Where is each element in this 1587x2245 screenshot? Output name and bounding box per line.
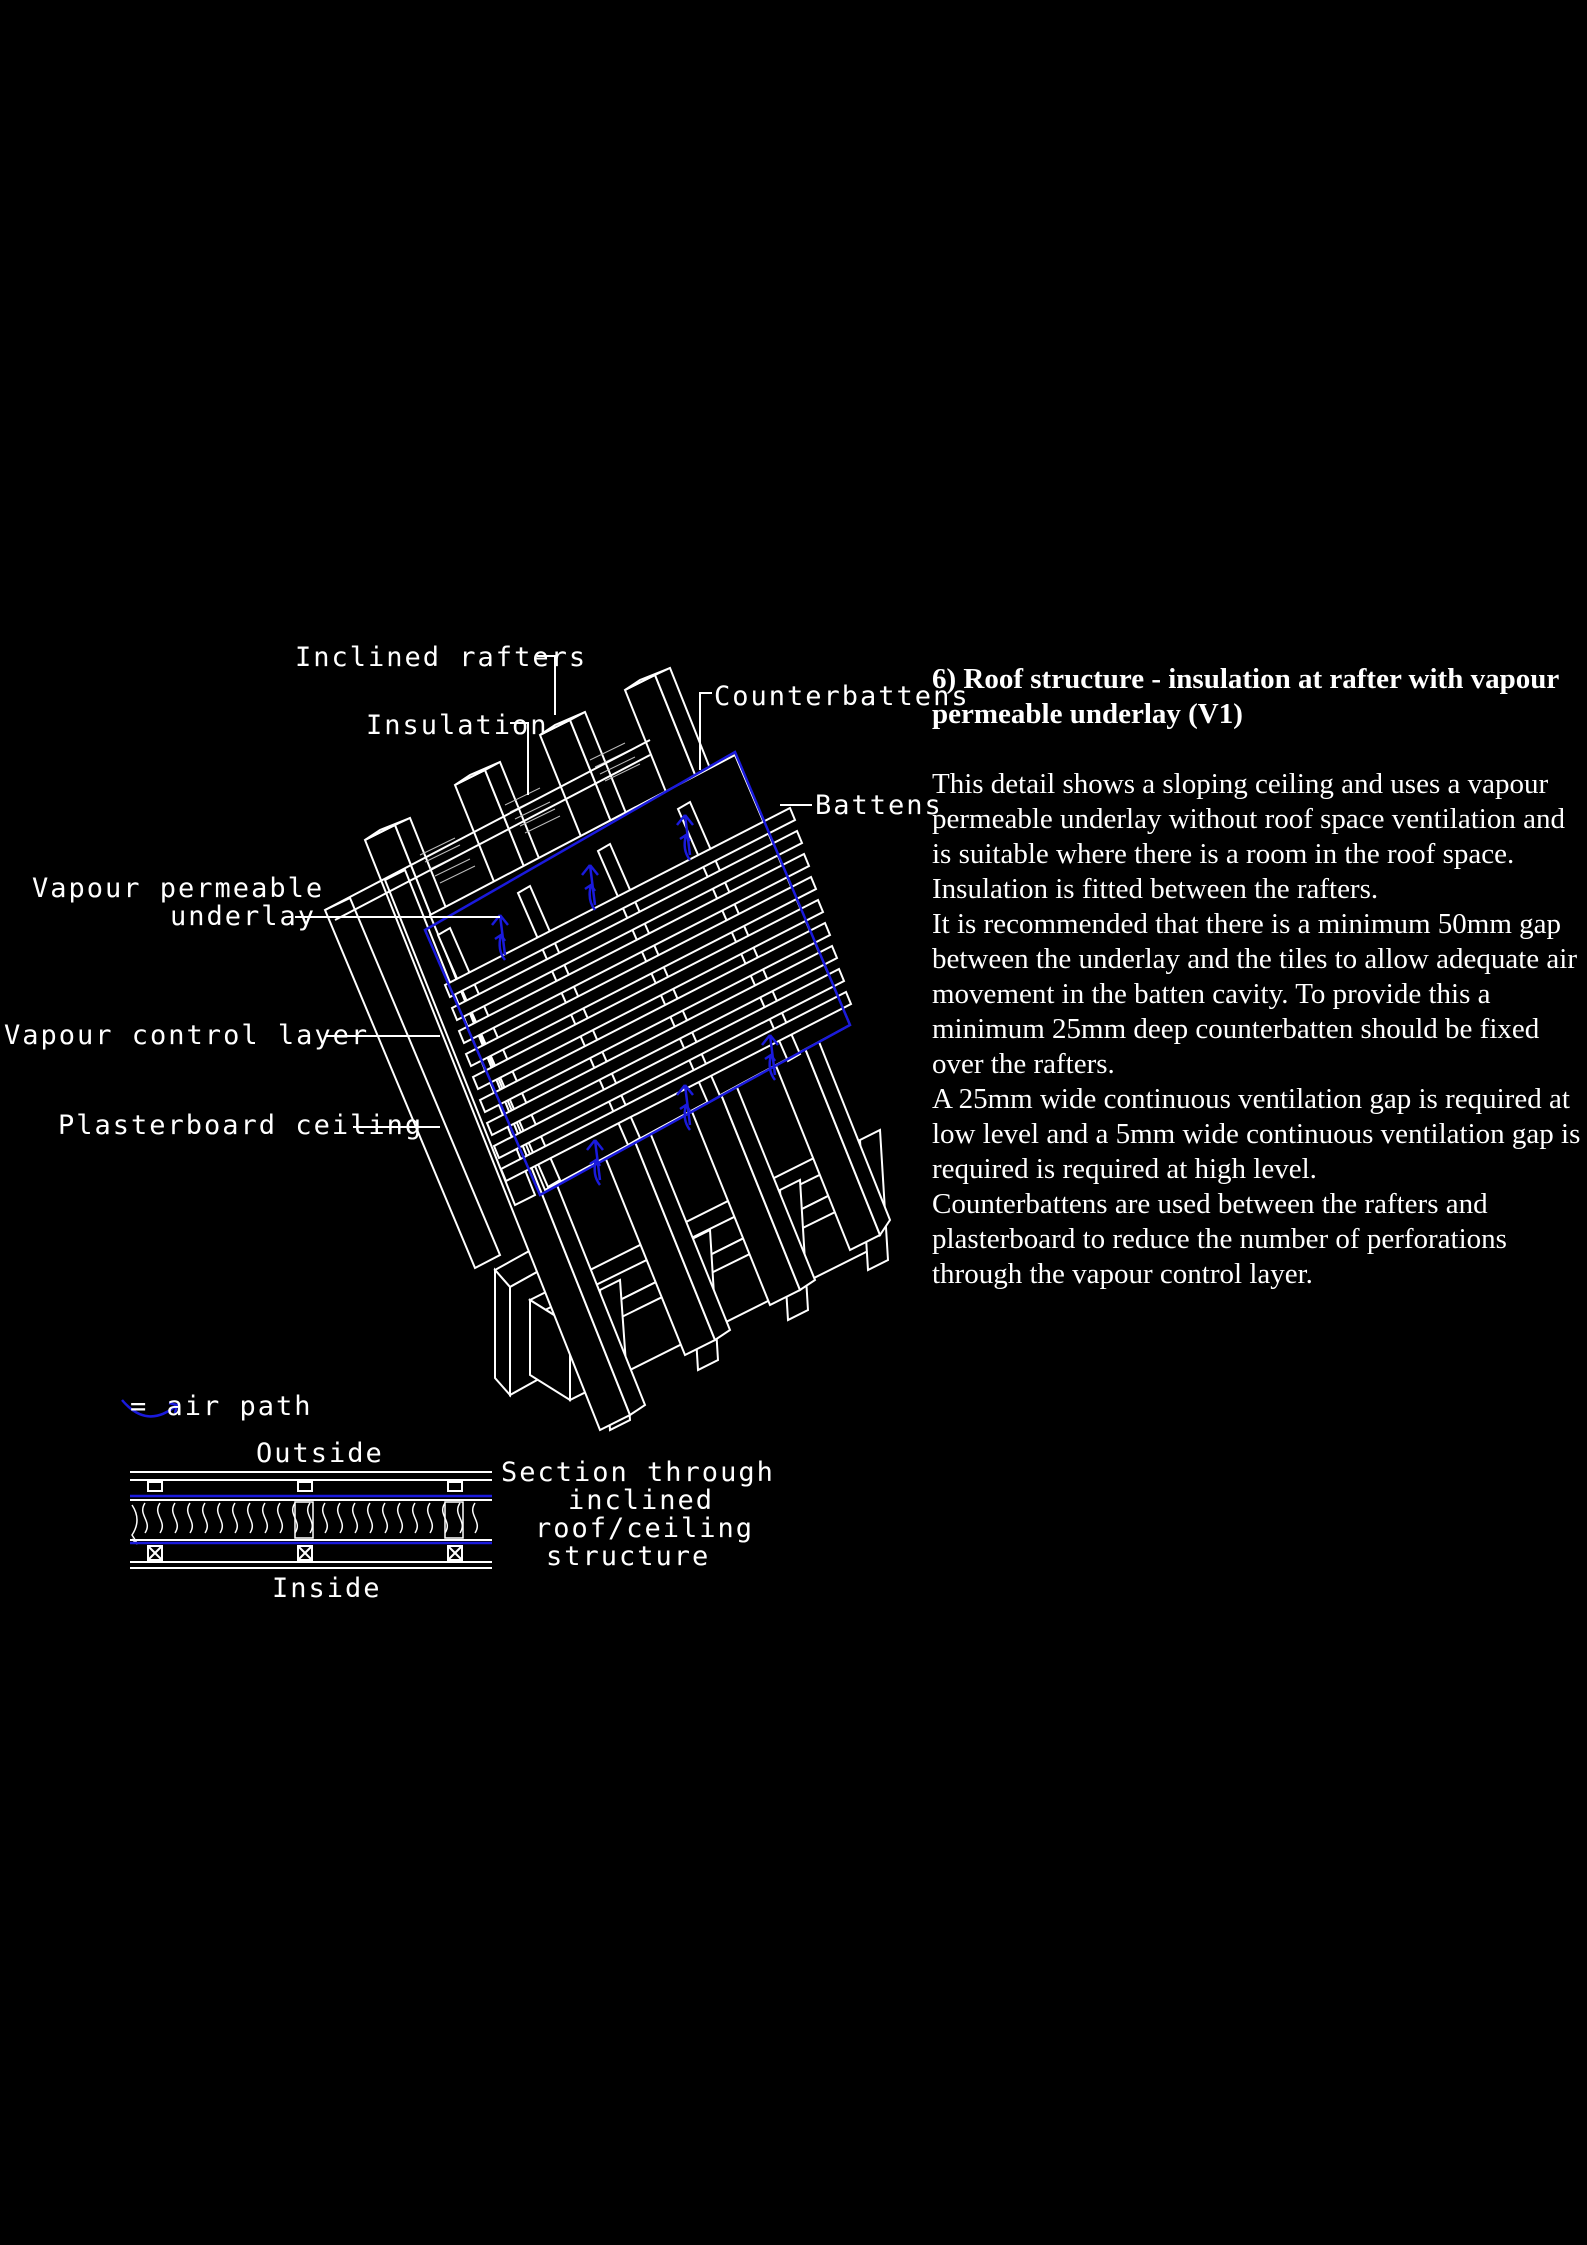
roof-axonometric bbox=[295, 656, 890, 1430]
section-outside-label: Outside bbox=[256, 1438, 384, 1469]
section-detail bbox=[130, 1438, 775, 1604]
description-panel bbox=[932, 662, 1587, 1292]
label-plasterboard-ceiling: Plasterboard ceiling bbox=[58, 1110, 424, 1141]
label-insulation: Insulation bbox=[366, 710, 549, 741]
section-inside-label: Inside bbox=[272, 1573, 382, 1604]
label-counterbattens: Counterbattens bbox=[714, 681, 970, 712]
legend-air-path-label: = air path bbox=[130, 1391, 313, 1422]
label-battens: Battens bbox=[815, 790, 943, 821]
section-caption-line-1: Section through bbox=[501, 1457, 775, 1488]
label-underlay: underlay bbox=[170, 901, 317, 932]
section-counterbattens bbox=[148, 1546, 462, 1560]
description-paragraph: Counterbattens are used between the rafters and plasterboard to reduce the number of perforations through the vapour control layer. bbox=[932, 1188, 1507, 1290]
air-path-legend bbox=[122, 1391, 313, 1422]
label-vapour-permeable: Vapour permeable bbox=[32, 873, 325, 904]
section-insulation bbox=[132, 1502, 477, 1544]
description-paragraph: Insulation is fitted between the rafters. bbox=[932, 873, 1379, 905]
description-title: 6) Roof structure - insulation at rafter with vapour permeable underlay (V1) bbox=[932, 663, 1559, 730]
label-vapour-control-layer: Vapour control layer bbox=[4, 1020, 370, 1051]
label-inclined-rafters: Inclined rafters bbox=[295, 642, 588, 673]
section-caption-line-3: roof/ceiling bbox=[535, 1513, 755, 1544]
section-caption-line-4: structure bbox=[546, 1541, 711, 1572]
description-paragraph: It is recommended that there is a minimum 50mm gap between the underlay and the tiles to allow adequate air movement in the batten cavity. To provide this a minimum 25mm deep counterbatten should be fixed over the rafters. bbox=[932, 908, 1577, 1080]
section-caption-line-2: inclined bbox=[568, 1485, 715, 1516]
description-paragraph: This detail shows a sloping ceiling and uses a vapour permeable underlay without roof space ventilation and is suitable where there is a room in the roof space. bbox=[932, 768, 1565, 870]
section-battens bbox=[148, 1482, 462, 1491]
description-paragraph: A 25mm wide continuous ventilation gap is required at low level and a 5mm wide continuous ventilation gap is required is required at high level. bbox=[932, 1083, 1581, 1185]
